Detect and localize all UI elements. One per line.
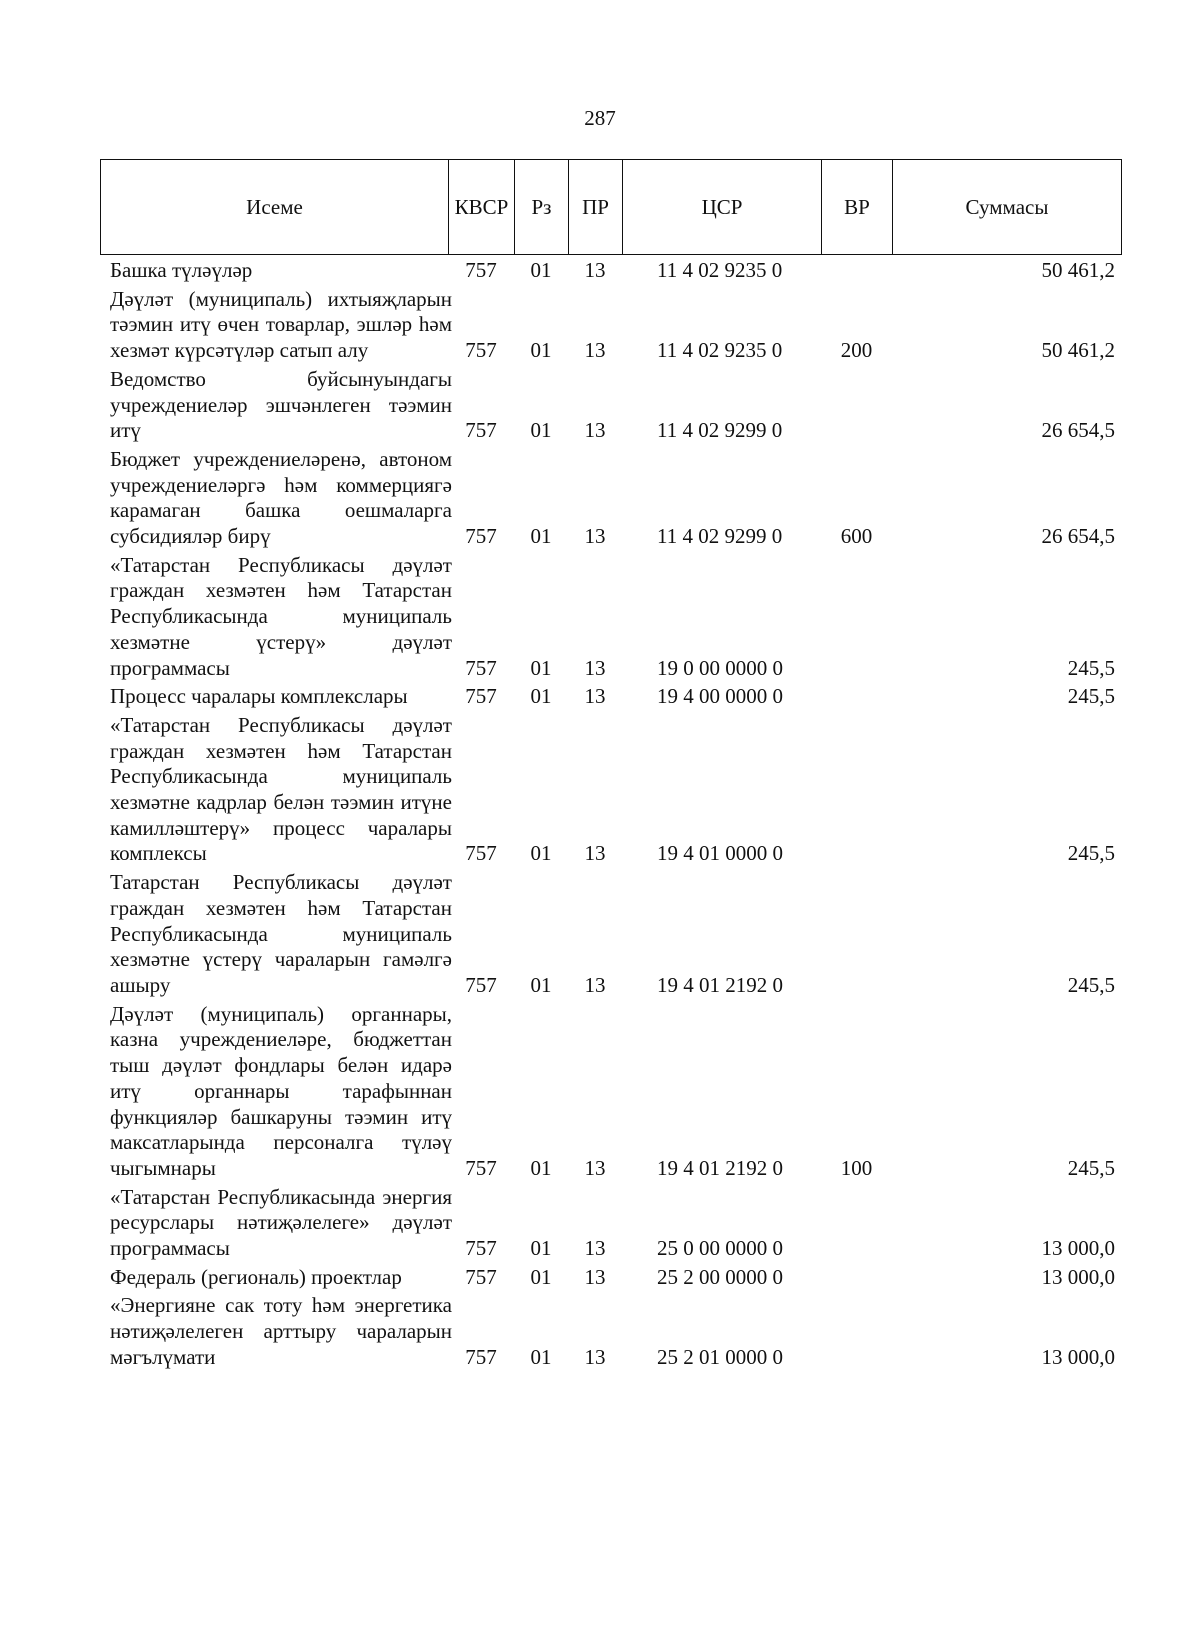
table-row [100,713,1121,870]
table-row [100,367,1121,447]
cell-rz: 01 [530,524,552,549]
cell-name [100,1184,452,1265]
cell-vr: 100 [840,1155,873,1180]
cell-name [100,366,452,447]
cell-sum: 13 000,0 [1041,1236,1115,1261]
cell-kvsr: 757 [465,1264,497,1289]
cell-kvsr: 757 [465,258,497,282]
cell-vr [821,1293,892,1373]
cell-rz: 01 [530,1236,552,1261]
table-row [100,1002,1121,1185]
column-header-name: Исеме [101,160,449,255]
cell-csr: 11 4 02 9299 0 [657,418,783,443]
cell-csr: 11 4 02 9235 0 [657,338,783,363]
cell-kvsr: 757 [465,655,497,680]
cell-kvsr: 757 [465,1155,497,1180]
cell-name [100,712,452,870]
column-header-rz: Рз [515,160,569,255]
cell-pr: 13 [584,841,606,866]
cell-vr [821,684,892,713]
cell-rz: 01 [530,655,552,680]
cell-kvsr: 757 [465,684,497,709]
cell-csr: 19 4 01 0000 0 [657,841,783,866]
cell-rz: 01 [530,258,552,282]
cell-vr [821,553,892,685]
table-row [100,1265,1121,1294]
cell-kvsr: 757 [465,1344,497,1369]
cell-sum: 26 654,5 [1041,524,1115,549]
cell-pr: 13 [584,1264,606,1289]
table-row [100,684,1121,713]
cell-sum: 50 461,2 [1041,258,1115,282]
cell-csr: 11 4 02 9299 0 [657,524,783,549]
row-name-text: Бюджет учреждениеләренә, автоном учреждениеләргә һәм коммерциягә карамаган башка оешмаларга субсидияләр бирү [110,446,452,549]
cell-name [100,286,452,367]
cell-kvsr: 757 [465,972,497,997]
cell-kvsr: 757 [465,524,497,549]
cell-vr [821,367,892,447]
cell-csr: 11 4 02 9235 0 [657,258,783,282]
row-name-text: Ведомство буйсынуындагы учреждениеләр эшчәнлеген тәэмин итү [110,366,452,443]
cell-pr: 13 [584,338,606,363]
cell-vr [821,258,892,287]
cell-csr: 25 2 00 0000 0 [657,1264,783,1289]
cell-vr [821,713,892,870]
cell-csr: 25 2 01 0000 0 [657,1344,783,1369]
cell-vr [821,1185,892,1265]
cell-sum: 13 000,0 [1041,1344,1115,1369]
row-name-text: Дәүләт (муниципаль) ихтыяҗларын тәэмин итү өчен товарлар, эшләр һәм хезмәт күрсәтүләр сатып алу [110,286,452,363]
cell-vr: 200 [840,338,873,363]
cell-sum: 245,5 [1067,972,1115,997]
table-row [100,447,1121,553]
cell-rz: 01 [530,841,552,866]
cell-name [100,1265,448,1294]
cell-pr: 13 [584,418,606,443]
table-header [100,159,1122,255]
cell-rz: 01 [530,972,552,997]
row-name-text: Федераль (региональ) проектлар [110,1264,402,1289]
cell-pr: 13 [584,972,606,997]
column-header-vr: ВР [822,160,893,255]
table-row [100,553,1121,685]
row-name-text: Процесс чаралары комплекслары [110,684,408,709]
cell-pr: 13 [584,1155,606,1180]
cell-name [100,870,452,1002]
table-body [100,258,1121,1374]
cell-pr: 13 [584,655,606,680]
cell-name [100,258,448,287]
row-name-text: «Энергияне сак тоту һәм энергетика нәтиҗәлелеген арттыру чараларын мәгълүмати [110,1293,452,1369]
cell-rz: 01 [530,1155,552,1180]
table-row [100,287,1121,367]
cell-name [100,552,452,685]
cell-kvsr: 757 [465,1236,497,1261]
cell-pr: 13 [584,524,606,549]
cell-vr: 600 [840,524,873,549]
cell-name [100,446,452,553]
cell-name [100,684,448,713]
cell-csr: 25 0 00 0000 0 [657,1236,783,1261]
row-name-text: Башка түләүләр [110,258,253,282]
cell-kvsr: 757 [465,418,497,443]
cell-rz: 01 [530,338,552,363]
cell-vr [821,1265,892,1294]
table-row [100,1185,1121,1265]
column-header-kvsr: КВСР [449,160,515,255]
cell-pr: 13 [584,1236,606,1261]
table-row [100,258,1121,287]
table-row [100,870,1121,1002]
cell-kvsr: 757 [465,841,497,866]
cell-csr: 19 4 01 2192 0 [657,972,783,997]
cell-name [100,1001,452,1185]
cell-rz: 01 [530,684,552,709]
cell-pr: 13 [584,1344,606,1369]
table-row [100,1293,1121,1373]
cell-sum: 245,5 [1067,1155,1115,1180]
cell-rz: 01 [530,1344,552,1369]
cell-sum: 245,5 [1067,841,1115,866]
cell-sum: 50 461,2 [1041,338,1115,363]
row-name-text: «Татарстан Республикасы дәүләт граждан хезмәтен һәм Татарстан Республикасында муниципаль хезмәтне үстерү» дәүләт программасы [110,552,452,680]
cell-vr [821,870,892,1002]
cell-csr: 19 4 01 2192 0 [657,1155,783,1180]
cell-csr: 19 4 00 0000 0 [657,684,783,709]
column-header-sum: Суммасы [893,160,1122,255]
cell-sum: 13 000,0 [1041,1264,1115,1289]
row-name-text: Татарстан Республикасы дәүләт граждан хезмәтен һәм Татарстан Республикасында муниципаль хезмәтне үстерү чараларын гамәлгә ашыру [110,870,452,997]
cell-pr: 13 [584,258,606,282]
cell-rz: 01 [530,1264,552,1289]
page-number: 287 [584,106,616,130]
cell-kvsr: 757 [465,338,497,363]
cell-rz: 01 [530,418,552,443]
cell-sum: 26 654,5 [1041,418,1115,443]
cell-csr: 19 0 00 0000 0 [657,655,783,680]
row-name-text: «Татарстан Республикасында энергия ресурслары нәтиҗәлелеге» дәүләт программасы [110,1184,452,1261]
cell-pr: 13 [584,684,606,709]
cell-sum: 245,5 [1067,655,1115,680]
row-name-text: Дәүләт (муниципаль) органнары, казна учреждениеләре, бюджеттан тыш дәүләт фондлары белән идарә итү органнары тарафыннан функцияләр башкаруны тәэмин итү максатларында персоналга түләү чыгымнары [110,1001,452,1180]
column-header-csr: ЦСР [623,160,822,255]
cell-sum: 245,5 [1067,684,1115,709]
row-name-text: «Татарстан Республикасы дәүләт граждан хезмәтен һәм Татарстан Республикасында муниципаль хезмәтне кадрлар белән тәэмин итүне камилләштерү» процесс чаралары комплексы [110,712,452,866]
column-header-pr: ПР [569,160,623,255]
cell-name [100,1293,452,1373]
